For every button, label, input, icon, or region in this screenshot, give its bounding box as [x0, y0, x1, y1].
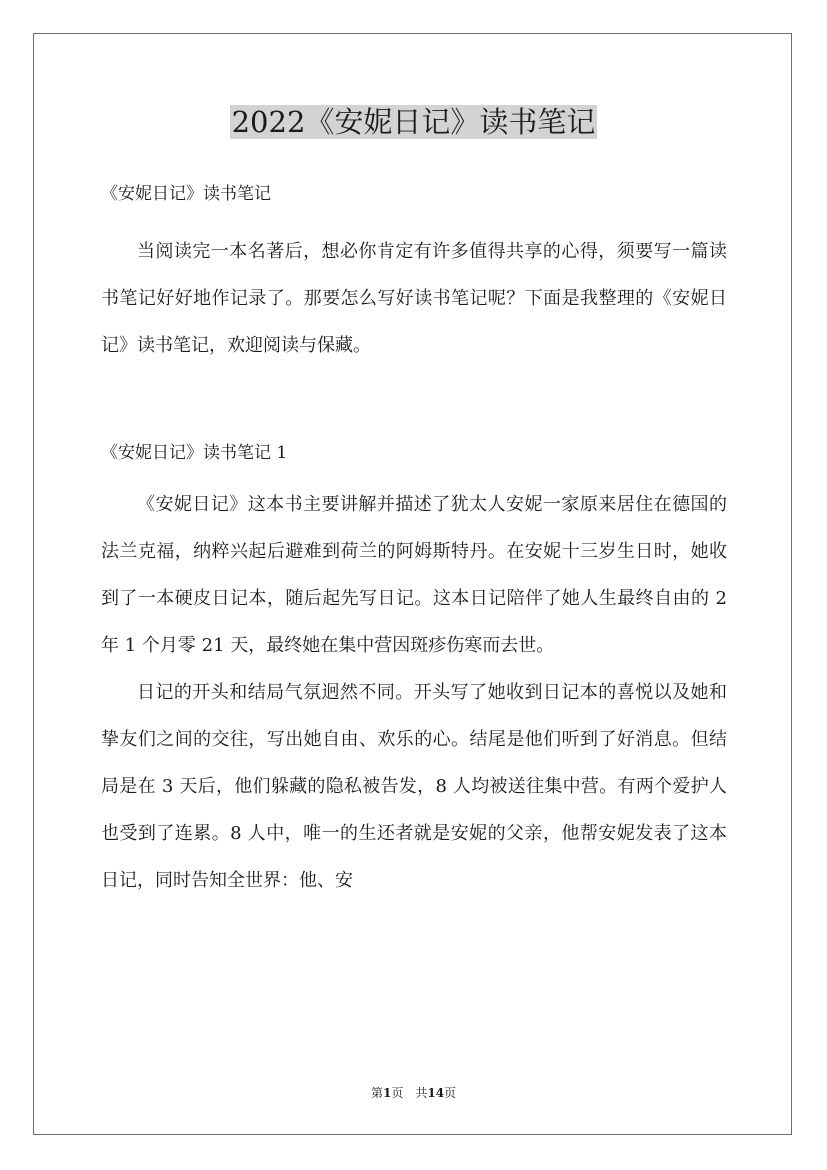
section-heading: 《安妮日记》读书笔记 1 — [101, 443, 288, 463]
document-body — [101, 172, 727, 904]
page-total-number: 14 — [427, 1086, 445, 1100]
page-current-number: 1 — [382, 1086, 392, 1100]
intro-heading: 《安妮日记》读书笔记 — [101, 184, 271, 204]
intro-paragraph: 当阅读完一本名著后，想必你肯定有许多值得共享的心得，须要写一篇读书笔记好好地作记录了。那要怎么写好读书笔记呢？下面是我整理的《安妮日记》读书笔记，欢迎阅读与保藏。 — [101, 241, 727, 356]
total-prefix: 共 — [415, 1086, 428, 1100]
document-title-text: 2022《安妮日记》读书笔记 — [231, 105, 596, 139]
body-paragraph: 《安妮日记》这本书主要讲解并描述了犹太人安妮一家原来居住在德国的法兰克福，纳粹兴起后避难到荷兰的阿姆斯特丹。在安妮十三岁生日时，她收到了一本硬皮日记本，随后起先写日记。这本日记陪伴了她人生最终自由的 2 年 1 个月零 21 天，最终她在集中营因斑疹伤寒而去世。 — [101, 494, 727, 656]
body-paragraph: 日记的开头和结局气氛迥然不同。开头写了她收到日记本的喜悦以及她和挚友们之间的交往，写出她自由、欢乐的心。结尾是他们听到了好消息。但结局是在 3 天后，他们躲藏的隐私被告发，8 人均被送往集中营。有两个爱护人也受到了连累。8 人中，唯一的生还者就是安妮的父亲，他帮安妮发表了这本日记，同时告知全世界：他、安 — [101, 682, 727, 891]
page-footer — [0, 1084, 827, 1102]
page-prefix: 第 — [370, 1086, 383, 1100]
total-label: 页 — [444, 1086, 457, 1100]
page-label: 页 — [391, 1086, 404, 1100]
document-title — [0, 100, 827, 144]
